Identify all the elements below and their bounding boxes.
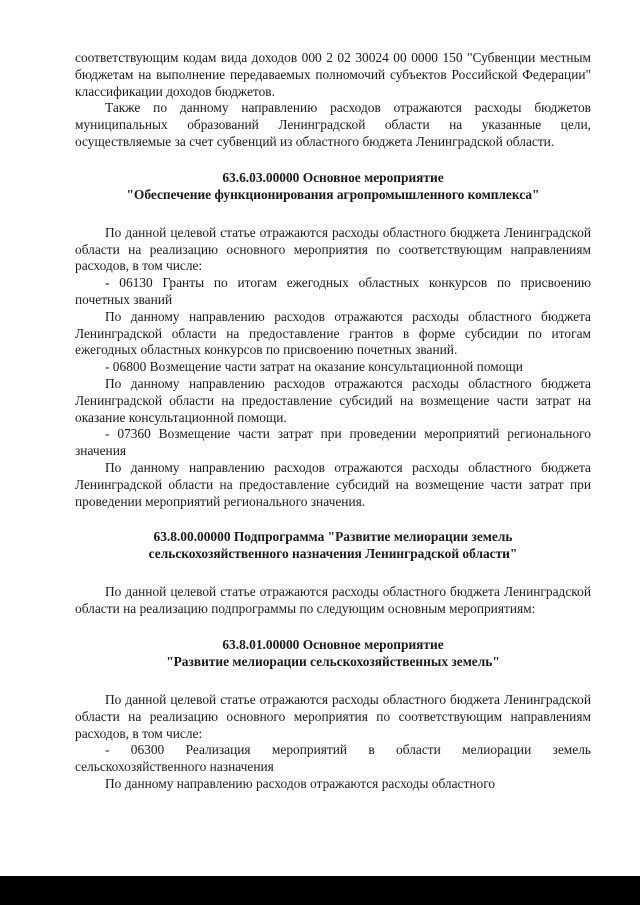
- heading-line: "Развитие мелиорации сельскохозяйственных земель": [166, 653, 500, 669]
- heading-line: 63.6.03.00000 Основное мероприятие: [222, 169, 444, 185]
- paragraph: По данному направлению расходов отражаются расходы областного бюджета Ленинградской области на предоставление грантов в форме субсидии по итогам ежегодных областных конкурсов по присвоению почетных званий.: [75, 308, 591, 358]
- heading-line: 63.8.00.00000 Подпрограмма "Развитие мелиорации земель: [153, 529, 513, 545]
- list-item-title: - 06800 Возмещение части затрат на оказание консультационной помощи: [105, 359, 523, 375]
- section-heading: [75, 528, 591, 562]
- paragraph: По данному направлению расходов отражаются расходы областного бюджета Ленинградской области на предоставление субсидий на возмещение части затрат при проведении мероприятий регионального значения.: [75, 459, 591, 509]
- paragraph: По данному направлению расходов отражаются расходы областного бюджета Ленинградской области на предоставление субсидий на возмещение части затрат на оказание консультационной помощи.: [75, 375, 591, 425]
- list-item-title: - 07360 Возмещение части затрат при проведении мероприятий регионального значения: [75, 426, 591, 459]
- heading-line: сельскохозяйственного назначения Ленинградской области": [148, 546, 518, 562]
- list-item-title: - 06130 Гранты по итогам ежегодных областных конкурсов по присвоению почетных званий: [75, 275, 591, 307]
- paragraph: Также по данному направлению расходов отражаются расходы бюджетов муниципальных образований Ленинградской области на указанные цели, осуществляемые за счет субвенций из областного бюджета Ленинградской области.: [75, 100, 591, 149]
- document-body: [75, 50, 591, 793]
- paragraph: соответствующим кодам вида доходов 000 2 02 30024 00 0000 150 "Субвенции местным бюджетам на выполнение передаваемых полномочий субъектов Российской Федерации" классификации доходов бюджетов.: [75, 50, 591, 99]
- scan-border: [0, 876, 640, 905]
- paragraph: По данной целевой статье отражаются расходы областного бюджета Ленинградской области на реализацию подпрограммы по следующим основным мероприятиям:: [75, 584, 591, 617]
- paragraph: По данному направлению расходов отражаются расходы областного: [105, 775, 496, 791]
- heading-line: "Обеспечение функционирования агропромышленного комплекса": [126, 186, 540, 202]
- paragraph: По данной целевой статье отражаются расходы областного бюджета Ленинградской области на реализацию основного мероприятия по соответствующим направлениям расходов, в том числе:: [75, 224, 591, 274]
- section-heading: [75, 636, 591, 670]
- heading-line: 63.8.01.00000 Основное мероприятие: [222, 636, 444, 652]
- section-heading: [75, 169, 591, 203]
- list-item-title: - 06300 Реализация мероприятий в области мелиорации земель сельскохозяйственного назначения: [75, 742, 591, 775]
- paragraph: По данной целевой статье отражаются расходы областного бюджета Ленинградской области на реализацию основного мероприятия по соответствующим направлениям расходов, в том числе:: [75, 691, 591, 741]
